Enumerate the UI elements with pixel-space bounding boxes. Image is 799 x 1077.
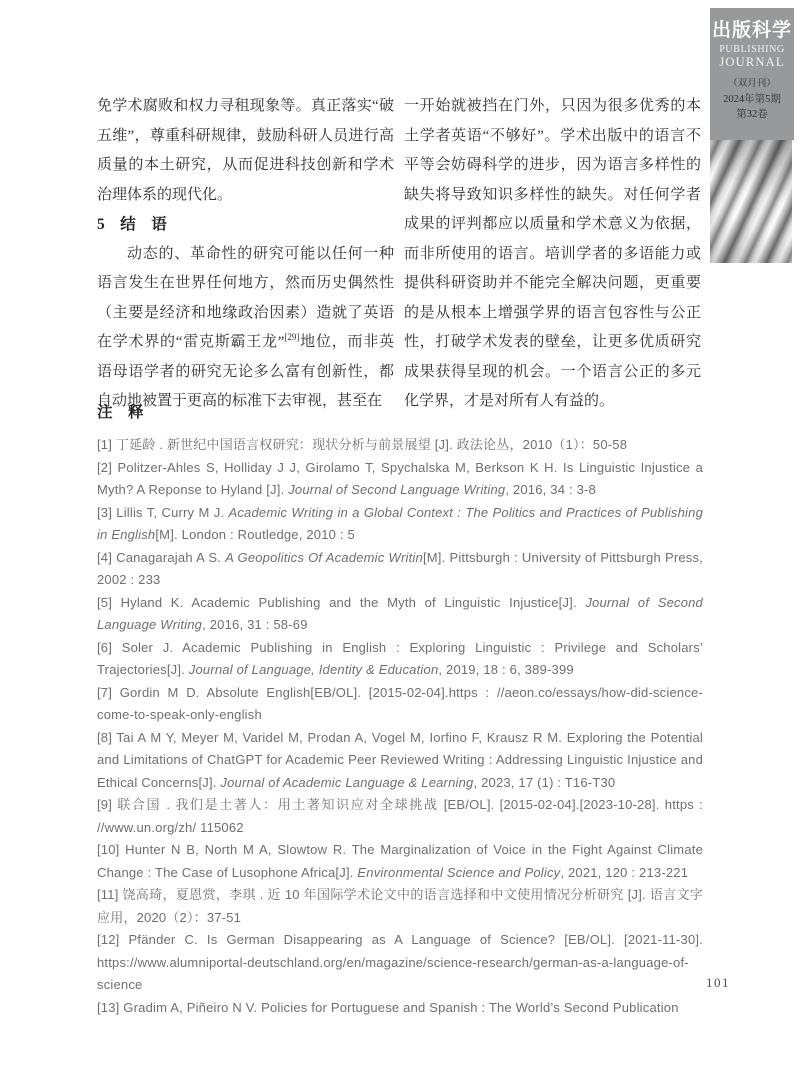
journal-masthead [710, 8, 794, 140]
reference-title-italic: A Geopolitics Of Academic Writin [225, 549, 423, 565]
reference-text: [11] 饶高琦，夏恩赏，李琪 . 近 10 年国际学术论文中的语言选择和中文使用情况分析研究 [J]. 语言文字应用，2020（2）：37-51 [97, 887, 703, 925]
reference-text: , 2019, 18 : 6, 389-399 [438, 662, 574, 677]
reference-item [97, 997, 703, 1020]
body-column-left [97, 92, 394, 417]
reference-text: [M]. Pittsburgh : University of Pittsburgh Press, 2002 : 233 [97, 549, 703, 587]
reference-item [97, 794, 703, 839]
reference-item [97, 727, 703, 795]
reference-text: [7] Gordin M D. Absolute English[EB/OL]. [2015-02-04].https : //aeon.co/essays/how-did-science-come-to-speak-only-english [97, 684, 703, 722]
reference-title-italic: Journal of Academic Language & Learning [220, 774, 474, 790]
journal-title-english-line1: PUBLISHING [719, 44, 785, 55]
reference-item [97, 592, 703, 637]
reference-text: [1] 丁延龄 . 新世纪中国语言权研究：现状分析与前景展望 [J]. 政法论丛，2010（1）：50-58 [97, 437, 628, 452]
body-paragraph: 一开始就被挡在门外，只因为很多优秀的本土学者英语“不够好”。学术出版中的语言不平等会妨碍科学的进步，因为语言多样性的缺失将导致知识多样性的缺失。对任何学者成果的评判都应以质量和学术意义为依据，而非所使用的语言。培训学者的多语能力或提供科研资助并不能完全解决问题，更重要的是从根本上增强学界的语言包容性与公正性，打破学术发表的壁垒，让更多优质研究成果获得呈现的机会。一个语言公正的多元化学界，才是对所有人有益的。 [404, 98, 701, 409]
reference-title-italic: Journal of Language, Identity & Education [188, 662, 439, 677]
reference-text: , 2016, 34 : 3-8 [505, 482, 596, 497]
notes-section [97, 402, 703, 1019]
reference-text: [8] Tai A M Y, Meyer M, Varidel M, Prodan A, Vogel M, Iorfino F, Krausz R M. Exploring the Potential and Limitations of ChatGPT for Academic Peer Reviewed Writing : Addressing Linguistic Injustice and Ethical Concerns[J]. [97, 729, 703, 790]
reference-item [97, 637, 703, 682]
reference-text: [M]. London : Routledge, 2010 : 5 [155, 527, 355, 542]
reference-text: [9] 联合国 . 我们是土著人：用土著知识应对全球挑战 [EB/OL]. [2015-02-04].[2023-10-28]. https : //www.un.org/zh/ 115062 [97, 797, 703, 835]
reference-item [97, 839, 703, 884]
journal-issue: 2024年第5期 [723, 94, 781, 105]
reference-text: [4] Canagarajah A S. [97, 549, 226, 565]
reference-text: , 2016, 31 : 58-69 [202, 617, 308, 632]
reference-text: [6] Soler J. Academic Publishing in English : Exploring Linguistic : Privilege and Scholars’ Trajectories[J]. [97, 639, 703, 677]
body-paragraph [97, 240, 394, 417]
section-heading-conclusion: 5 结 语 [97, 216, 167, 233]
reference-item [97, 457, 703, 502]
journal-title-english-line2: JOURNAL [719, 55, 785, 69]
reference-title-italic: Journal of Second Language Writing [97, 594, 703, 632]
reference-item [97, 929, 703, 997]
reference-text: , 2023, 17 (1) : T16-T30 [473, 774, 616, 790]
reference-text: [10] Hunter N B, North M A, Slowtow R. The Marginalization of Voice in the Fight Against Climate Change : The Case of Lusophone Africa[J]. [97, 842, 703, 880]
reference-text: [5] Hyland K. Academic Publishing and the Myth of Linguistic Injustice[J]. [97, 594, 586, 610]
page-number: 101 [706, 975, 730, 990]
reference-text: [12] Pfänder C. Is German Disappearing as A Language of Science? [EB/OL]. [2021-11-30]. https://www.alumniportal-deutschland.org/en/magazine/science-research/german-as-a-language-of-science [97, 932, 703, 992]
reference-title-italic: Journal of Second Language Writing [288, 482, 506, 497]
body-column-right [404, 92, 701, 417]
reference-title-italic: Academic Writing in a Global Context : The Politics and Practices of Publishing in English [97, 504, 703, 542]
reference-title-italic: Environmental Science and Policy [357, 864, 561, 880]
paragraph-text: 动态的、革命性的研究可能以任何一种语言发生在世界任何地方，然而历史偶然性（主要是经济和地缘政治因素）造就了英语在学术界的“雷克斯霸王龙” [97, 245, 394, 350]
references-list [97, 434, 703, 1019]
metallic-decoration-image [710, 140, 792, 263]
journal-volume: 第32卷 [736, 109, 768, 120]
reference-item [97, 884, 703, 929]
reference-text: [3] Lillis T, Curry M J. [97, 504, 229, 520]
reference-text: [13] Gradim A, Piñeiro N V. Policies for Portuguese and Spanish : The World’s Second Publication [97, 999, 679, 1015]
notes-heading: 注 释 [97, 404, 144, 421]
reference-item [97, 682, 703, 727]
citation-superscript: [29] [284, 332, 300, 342]
reference-item [97, 547, 703, 592]
reference-item [97, 434, 703, 457]
reference-text: , 2021, 120 : 213-221 [560, 864, 689, 880]
reference-text: [2] Politzer-Ahles S, Holliday J J, Girolamo T, Spychalska M, Berkson K H. Is Linguistic Injustice a Myth? A Reponse to Hyland [J]. [97, 459, 703, 497]
journal-title-chinese: 出版科学 [711, 20, 792, 41]
paragraph-text: 地位，而非英语母语学者的研究无论多么富有创新性，都自动地被置于更高的标准下去审视，甚至在 [97, 334, 394, 409]
reference-item [97, 502, 703, 547]
journal-frequency: （双月刊） [728, 79, 776, 89]
body-paragraph: 免学术腐败和权力寻租现象等。真正落实“破五维”，尊重科研规律，鼓励科研人员进行高质量的本土研究，从而促进科技创新和学术治理体系的现代化。 [97, 98, 394, 203]
